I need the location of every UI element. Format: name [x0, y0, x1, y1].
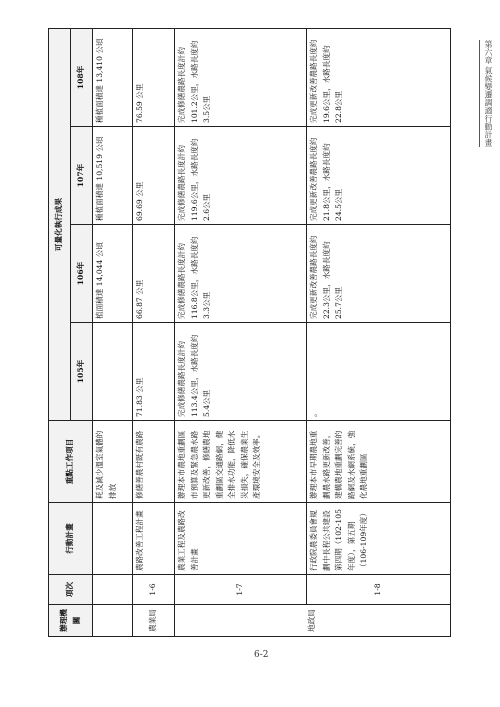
- header-year-106: 106年: [71, 225, 93, 323]
- plan-cell: [93, 503, 133, 575]
- item-no-cell: 1-8: [307, 575, 451, 605]
- plan-cell: 農業工程及農路改善計畫: [175, 503, 307, 575]
- y105-cell: 。: [307, 323, 451, 421]
- y105-cell: 完成修繕農路長度計約113.4公里，水路長度約5.4公里: [175, 323, 307, 421]
- item-no-cell: 1-6: [133, 575, 175, 605]
- header-plan: 行動計畫: [49, 503, 93, 575]
- y107-cell: 完成更新改善農路長度約21.8公里，水路長度約24.5公里: [307, 127, 451, 225]
- y107-cell: 完成修繕農路長度計約119.6公里，水路長度約2.6公里: [175, 127, 307, 225]
- header-item-no: 項次: [49, 575, 93, 605]
- header-year-108: 108年: [71, 28, 93, 126]
- y108-cell: 種植面積達 13,410 公頃: [93, 28, 133, 126]
- y105-cell: 71.83 公里: [133, 323, 175, 421]
- item-no-cell: 1-7: [175, 575, 307, 605]
- header-year-107: 107年: [71, 127, 93, 225]
- header-kpi: 可量化執行成果: [49, 28, 71, 420]
- y108-cell: 完成更新改善農路長度約19.6公里，水路長度約22.8公里: [307, 28, 451, 126]
- table-row: [133, 28, 175, 636]
- table-row: [93, 28, 133, 636]
- work-cell: 辦理本市早期農地重劃農水路更新改善，建構農地重劃完善的路網及水網系統，強化農地重劃區: [307, 421, 451, 503]
- table-row: [175, 28, 307, 636]
- agency-cell: 地政局: [175, 605, 451, 637]
- y108-cell: 完成修繕農路長度計約101.2公里，水路長度約3.5公里: [175, 28, 307, 126]
- y108-cell: 76.59 公里: [133, 28, 175, 126]
- work-cell: 耗及減少溫室氣體的排放: [93, 421, 133, 503]
- header-agency: 辦理機關: [49, 605, 93, 637]
- y106-cell: 植面積達 14,044 公頃: [93, 225, 133, 323]
- work-cell: 辦理本市農地重劃區市預算及緊急農水路更新改善，修繕農地重劃區交通路網，健全排水功能，降低水災損失，確保農業生產環境安全及效率。: [175, 421, 307, 503]
- y107-cell: 69.69 公里: [133, 127, 175, 225]
- y107-cell: 種植面積達 10,519 公頃: [93, 127, 133, 225]
- rotated-table-wrapper: [48, 29, 451, 637]
- work-cell: 修繕善農村既有農路: [133, 421, 175, 503]
- y106-cell: 66.87 公里: [133, 225, 175, 323]
- plan-cell: 行政院農委員會規劃中長程公共建設第四期（102-105年度），第五期（106-109年度）: [307, 503, 451, 575]
- agency-cell: 農業局: [133, 605, 175, 637]
- header-year-105: 105年: [71, 323, 93, 421]
- running-header: 第六章 氣候變遷調適行動計畫: [479, 40, 494, 147]
- action-plan-table: [48, 28, 451, 637]
- page-number: 6-2: [254, 650, 269, 660]
- y106-cell: 完成修繕農路長度計約116.8公里，水路長度約3.3公里: [175, 225, 307, 323]
- table-row: [307, 28, 451, 636]
- item-no-cell: [93, 575, 133, 605]
- y106-cell: 完成更新改善農路長度約22.3公里，水路長度約25.7公里: [307, 225, 451, 323]
- header-work: 重點工作項目: [49, 421, 93, 503]
- plan-cell: 農路改善工程計畫: [133, 503, 175, 575]
- agency-cell: [93, 605, 133, 637]
- y105-cell: [93, 323, 133, 421]
